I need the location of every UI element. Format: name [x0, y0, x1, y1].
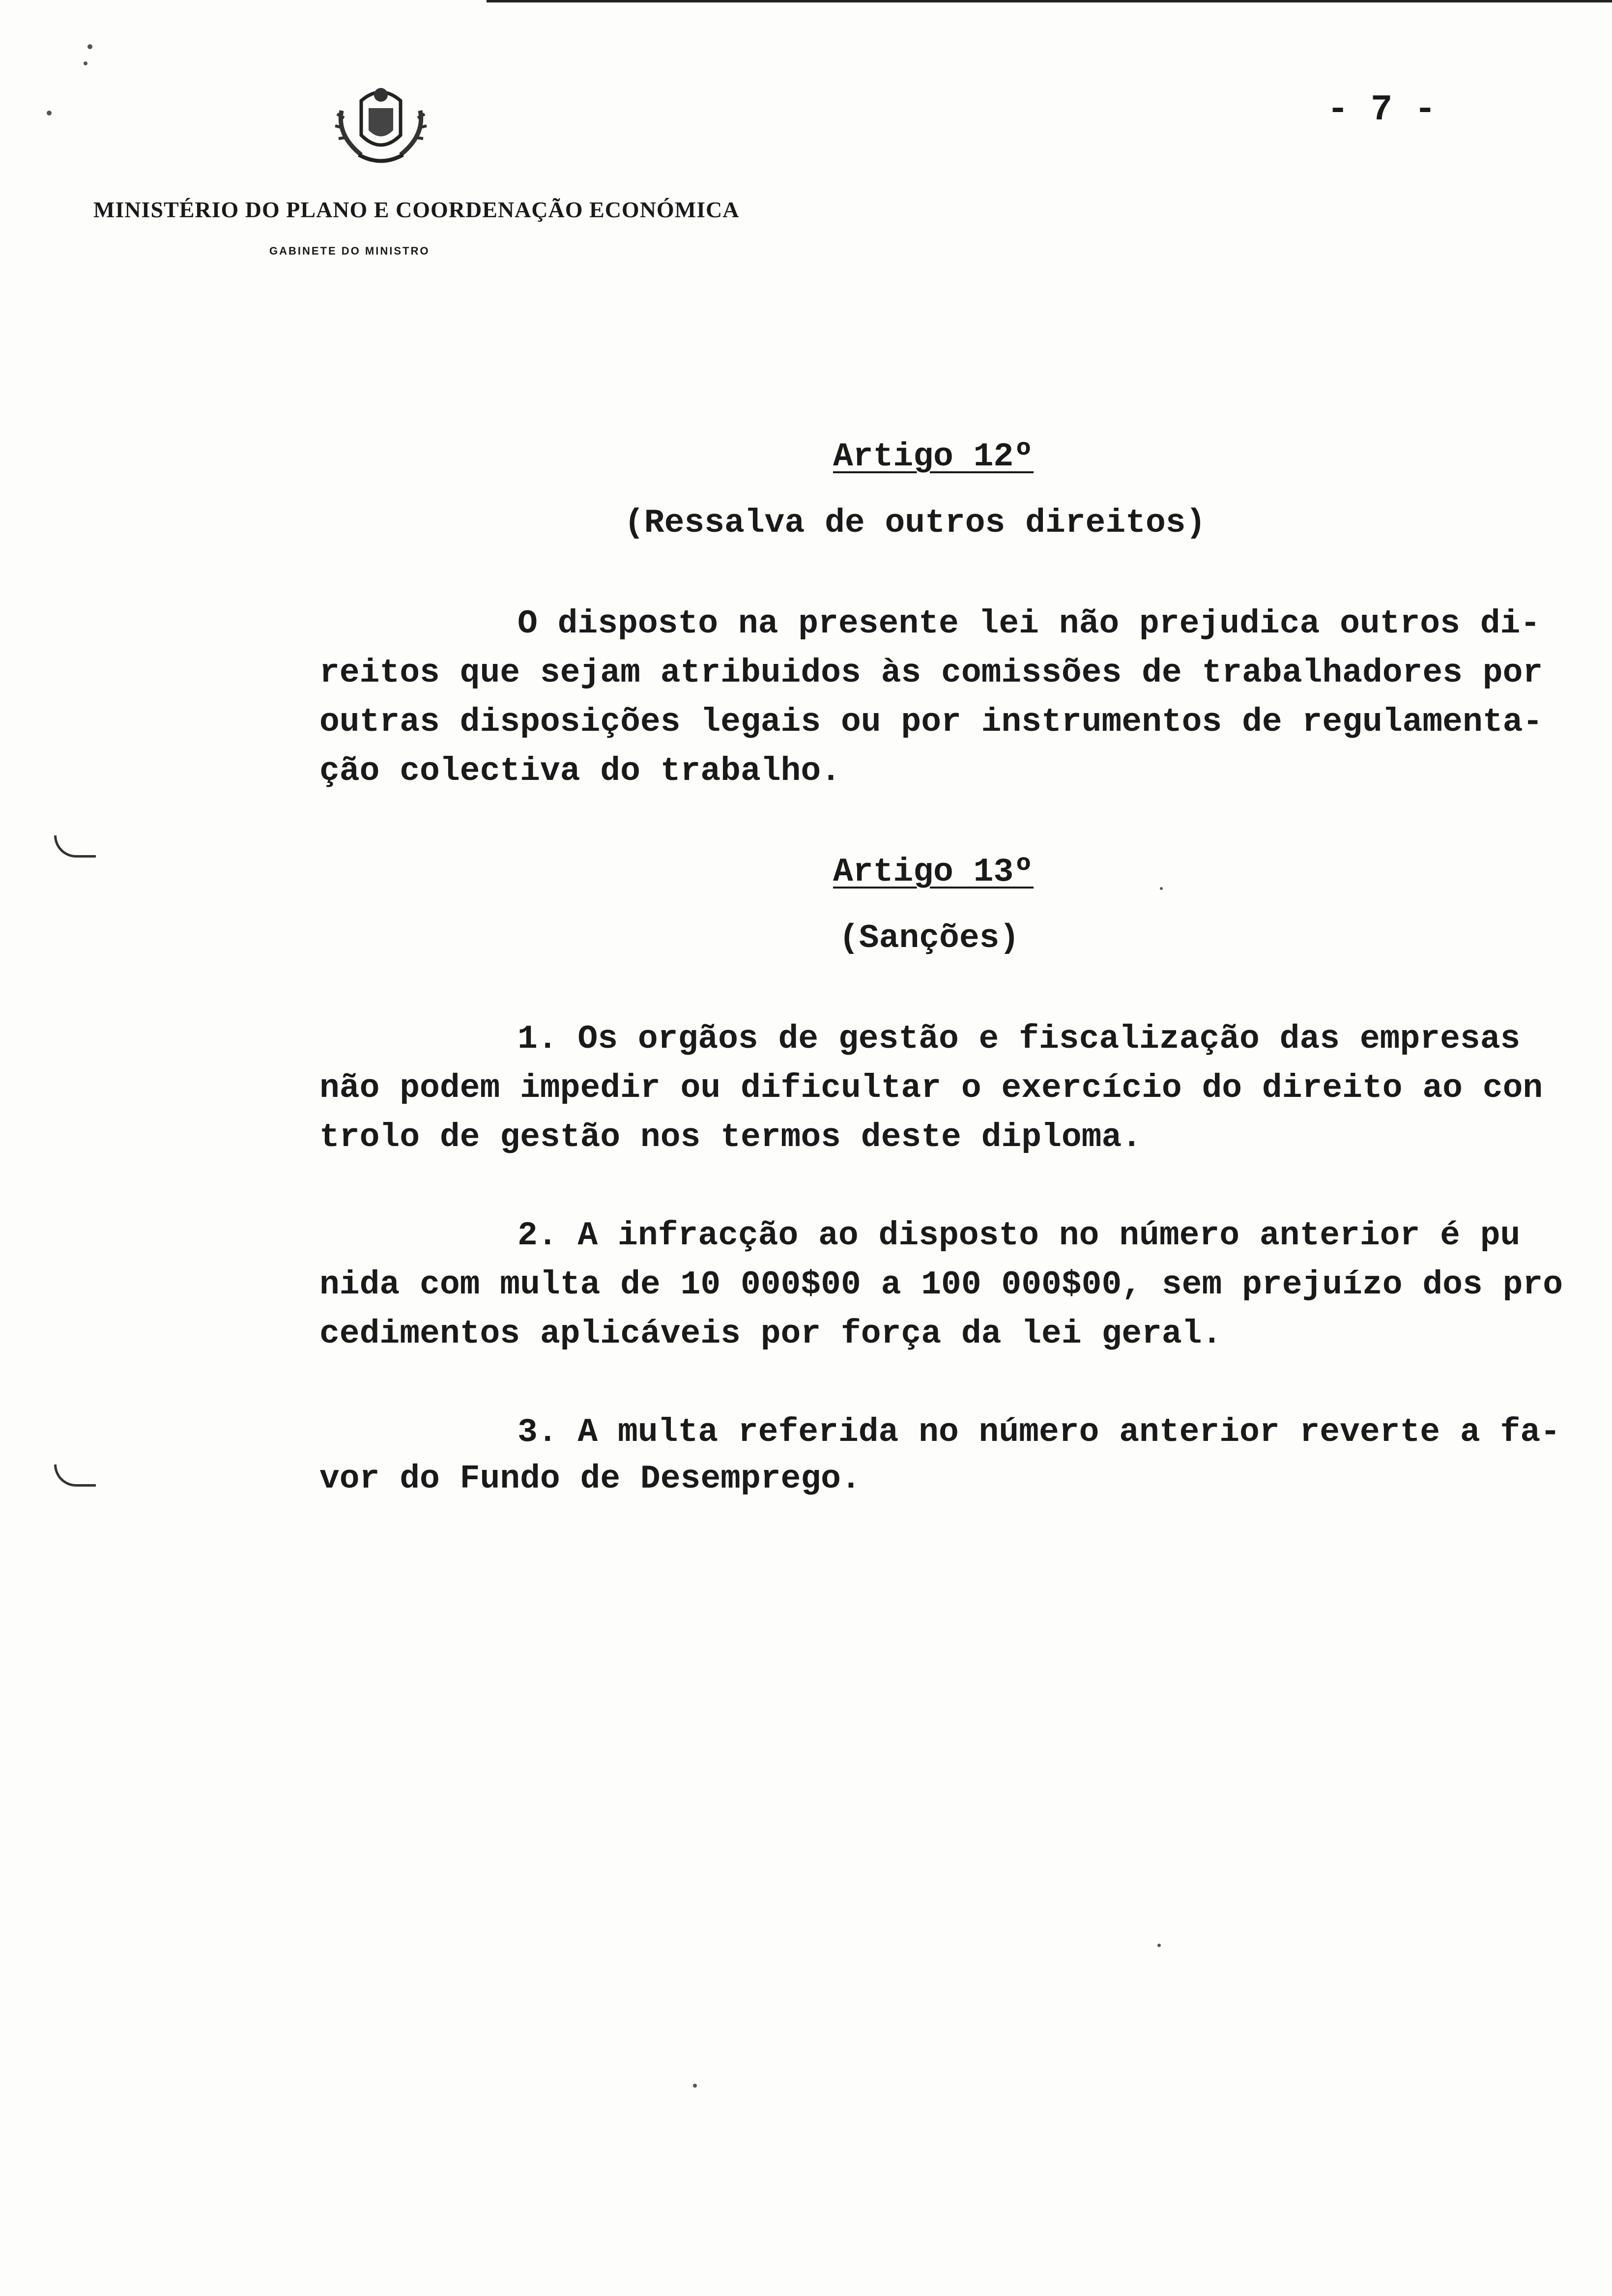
article-12-subtitle: (Ressalva de outros direitos) — [624, 504, 1206, 542]
speck — [84, 61, 87, 65]
article-13-p1-line: não podem impedir ou dificultar o exercício do direito ao con — [319, 1069, 1543, 1107]
article-12-line: outras disposições legais ou por instrumentos de regulamenta- — [319, 703, 1543, 741]
article-13-p2-line: nida com multa de 10 000$00 a 100 000$00, sem prejuízo dos pro — [319, 1266, 1563, 1304]
page-number: - 7 - — [1327, 89, 1437, 131]
ministry-name: MINISTÉRIO DO PLANO E COORDENAÇÃO ECONÓMICA — [93, 197, 740, 222]
top-rule — [487, 0, 1612, 2]
article-12-line: ção colectiva do trabalho. — [319, 752, 841, 790]
article-13-p2-line: cedimentos aplicáveis por força da lei geral. — [319, 1315, 1222, 1353]
article-13-subtitle: (Sanções) — [839, 919, 1020, 957]
article-13-p3-line: vor do Fundo de Desemprego. — [319, 1460, 861, 1498]
coat-of-arms-icon — [332, 81, 430, 167]
article-13-p3-line: 3. A multa referida no número anterior reverte a fa- — [518, 1413, 1560, 1451]
article-13-p1-line: 1. Os orgãos de gestão e fiscalização das empresas — [518, 1020, 1521, 1058]
margin-mark — [54, 1464, 96, 1487]
article-12-title: Artigo 12º — [833, 438, 1034, 476]
article-12-line: O disposto na presente lei não prejudica outros di- — [518, 605, 1541, 643]
speck — [47, 111, 52, 115]
article-13-p2-line: 2. A infracção ao disposto no número anterior é pu — [518, 1217, 1521, 1255]
article-12-line: reitos que sejam atribuidos às comissões de trabalhadores por — [319, 654, 1543, 692]
article-13-p1-line: trolo de gestão nos termos deste diploma. — [319, 1119, 1142, 1156]
speck — [693, 2084, 697, 2088]
speck — [1160, 887, 1163, 890]
margin-mark — [54, 835, 96, 858]
speck — [1157, 1944, 1161, 1947]
article-13-title: Artigo 13º — [833, 853, 1034, 891]
cabinet-label: GABINETE DO MINISTRO — [269, 245, 430, 257]
speck — [87, 44, 92, 49]
